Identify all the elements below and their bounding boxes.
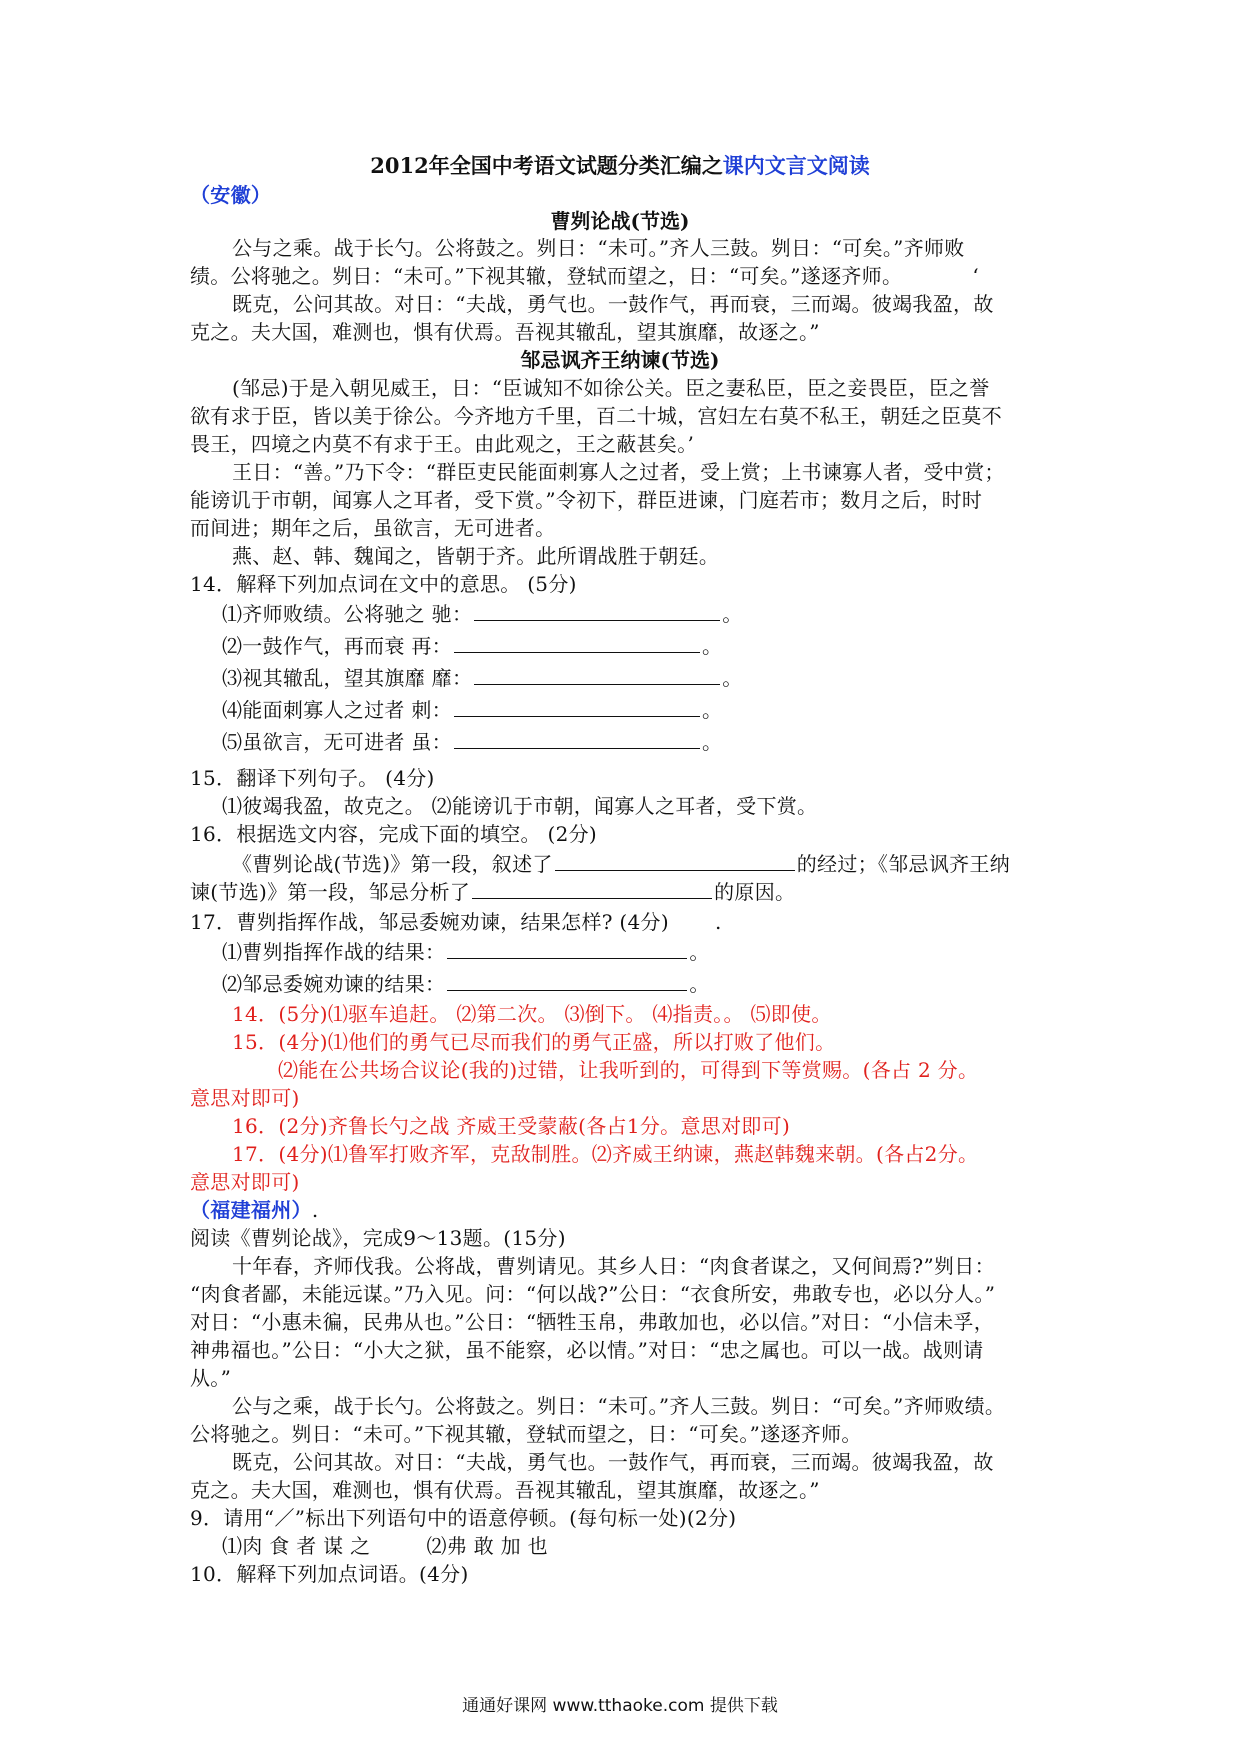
answer-blank bbox=[555, 850, 795, 871]
page-footer: 通通好课网 www.tthaoke.com 提供下载 bbox=[462, 1696, 778, 1716]
anhui-p1-line1: 公与之乘。战于长勺。公将鼓之。刿日：“未可。”齐人三鼓。刿日：“可矣。”齐师败 bbox=[232, 236, 965, 260]
period: 。 bbox=[701, 730, 723, 754]
fujian-p2-line2: 公将驰之。刿日：“未可。”下视其辙，登轼而望之，日：“可矣。”遂逐齐师。 bbox=[190, 1422, 862, 1446]
q14-item-2 bbox=[222, 632, 1092, 660]
q16-line1 bbox=[232, 850, 1102, 878]
q14-item-5-text: ⑸虽欲言，无可进者 虽： bbox=[222, 730, 452, 754]
q14-item-3-text: ⑶视其辙乱，望其旗靡 靡： bbox=[222, 666, 473, 690]
stray-mark: ‘ bbox=[972, 264, 979, 288]
anhui-p3-line3: 畏王，四境之内莫不有求于王。由此观之，王之蔽甚矣。’ bbox=[190, 432, 695, 456]
answer-17-line2: 意思对即可) bbox=[190, 1170, 300, 1194]
q14-item-5 bbox=[222, 728, 1092, 756]
region-fujian bbox=[190, 1196, 1060, 1224]
q14-item-4-text: ⑷能面刺寡人之过者 刺： bbox=[222, 698, 452, 722]
answer-15-line1: 15．(4分)⑴他们的勇气已尽而我们的勇气正盛，所以打败了他们。 bbox=[232, 1030, 836, 1054]
period: 。 bbox=[722, 666, 743, 690]
answer-14: 14．(5分)⑴驱车追赶。 ⑵第二次。 ⑶倒下。 ⑷指责。。 ⑸即使。 bbox=[232, 1002, 832, 1026]
fujian-p1-line5: 从。” bbox=[190, 1366, 232, 1390]
title-highlight: 课内文言文阅读 bbox=[722, 153, 870, 178]
anhui-p4-line3: 而间进；期年之后，虽欲言，无可进者。 bbox=[190, 516, 556, 540]
question-10: 10．解释下列加点词语。(4分) bbox=[190, 1562, 469, 1586]
q14-item-1 bbox=[222, 600, 1092, 628]
anhui-p4-line2: 能谤讥于市朝，闻寡人之耳者，受下赏。”令初下，群臣进谏，门庭若市；数月之后，时时 bbox=[190, 488, 983, 512]
fujian-p1-line2: “肉食者鄙，未能远谋。”乃入见。问：“何以战?”公日：“衣食所安，弗敢专也，必以分人。” bbox=[190, 1282, 996, 1306]
fujian-p2-line1: 公与之乘，战于长勺。公将鼓之。刿日：“未可。”齐人三鼓。刿日：“可矣。”齐师败绩。 bbox=[232, 1394, 1006, 1418]
answer-16: 16．(2分)齐鲁长勺之战 齐威王受蒙蔽(各占1分。意思对即可) bbox=[232, 1114, 791, 1138]
question-14: 14．解释下列加点词在文中的意思。 (5分) bbox=[190, 572, 577, 596]
anhui-p2-line1: 既克，公问其故。对日：“夫战，勇气也。一鼓作气，再而衰，三而竭。彼竭我盈，故 bbox=[232, 292, 994, 316]
q14-item-4 bbox=[222, 696, 1092, 724]
title-main: 2012年全国中考语文试题分类汇编之 bbox=[370, 153, 723, 178]
fujian-p1-line3: 对日：“小惠未徧，民弗从也。”公日：“牺牲玉帛，弗敢加也，必以信。”对日：“小信未孚， bbox=[190, 1310, 995, 1334]
q14-item-1-text: ⑴齐师败绩。公将驰之 驰： bbox=[222, 602, 473, 626]
answer-blank bbox=[474, 664, 720, 685]
region-fujian-text: （福建福州） bbox=[190, 1198, 312, 1222]
period: 。 bbox=[689, 940, 710, 964]
anhui-p3-line2: 欲有求于臣，皆以美于徐公。今齐地方千里，百二十城，宫妇左右莫不私王，朝廷之臣莫不 bbox=[190, 404, 1002, 428]
anhui-p1-line2 bbox=[190, 262, 1060, 290]
question-9: 9．请用“／”标出下列语句中的语意停顿。(每句标一处)(2分) bbox=[190, 1506, 737, 1530]
fujian-p3-line2: 克之。夫大国，难测也，惧有伏焉。吾视其辙乱，望其旗靡，故逐之。” bbox=[190, 1478, 820, 1502]
fujian-p1-line1: 十年春，齐师伐我。公将战，曹刿请见。其乡人日：“肉食者谋之，又何间焉?”刿日： bbox=[232, 1254, 995, 1278]
q16-line2-b: 的原因。 bbox=[714, 880, 796, 904]
anhui-p4-line1: 王日：“善。”乃下令：“群臣吏民能面刺寡人之过者，受上赏；上书谏寡人者，受中赏； bbox=[232, 460, 1005, 484]
period: 。 bbox=[701, 698, 723, 722]
answer-17-line1: 17．(4分)⑴鲁军打败齐军，克敌制胜。⑵齐威王纳谏，燕赵韩魏来朝。(各占2分。 bbox=[232, 1142, 979, 1166]
stray-dot: . bbox=[714, 910, 722, 934]
answer-blank bbox=[447, 970, 687, 991]
question-16: 16．根据选文内容，完成下面的填空。 (2分) bbox=[190, 822, 598, 846]
q9-item-2: ⑵弗 敢 加 也 bbox=[426, 1534, 548, 1558]
q17-item-1 bbox=[222, 938, 1092, 966]
fujian-intro: 阅读《曹刿论战》，完成9～13题。(15分) bbox=[190, 1226, 566, 1250]
q15-items: ⑴彼竭我盈，故克之。 ⑵能谤讥于市朝，闻寡人之耳者，受下赏。 bbox=[222, 794, 818, 818]
period: 。 bbox=[701, 634, 723, 658]
page-title bbox=[0, 151, 1240, 181]
heading-cao-gui: 曹刿论战(节选) bbox=[550, 209, 690, 233]
fujian-p1-line4: 神弗福也。”公日：“小大之狱，虽不能察，必以情。”对日：“忠之属也。可以一战。战则请 bbox=[190, 1338, 984, 1362]
q17-item-2-text: ⑵邹忌委婉劝谏的结果： bbox=[222, 972, 446, 996]
anhui-p5: 燕、赵、韩、魏闻之，皆朝于齐。此所谓战胜于朝廷。 bbox=[232, 544, 720, 568]
q16-line1-b: 的经过；《邹忌讽齐王纳 bbox=[796, 852, 1011, 876]
q17-item-2 bbox=[222, 970, 1092, 998]
answer-blank bbox=[454, 632, 700, 653]
answer-15-line3: 意思对即可) bbox=[190, 1086, 300, 1110]
question-15: 15．翻译下列句子。 (4分) bbox=[190, 766, 435, 790]
answer-blank bbox=[472, 878, 712, 899]
period: 。 bbox=[689, 972, 710, 996]
anhui-p3-line1: (邹忌)于是入朝见威王，日：“臣诚知不如徐公关。臣之妻私臣，臣之妾畏臣，臣之誉 bbox=[232, 376, 990, 400]
q9-items bbox=[222, 1532, 1092, 1560]
region-anhui: （安徽） bbox=[190, 183, 272, 207]
q16-line2-a: 谏(节选)》第一段，邹忌分析了 bbox=[190, 880, 471, 904]
q16-line2 bbox=[190, 878, 1060, 906]
anhui-p2-line2: 克之。夫大国，难测也，惧有伏焉。吾视其辙乱，望其旗靡，故逐之。” bbox=[190, 320, 820, 344]
answer-blank bbox=[454, 696, 700, 717]
region-fujian-suffix: . bbox=[311, 1198, 319, 1222]
answer-blank bbox=[447, 938, 687, 959]
q9-item-1: ⑴肉 食 者 谋 之 bbox=[222, 1534, 371, 1558]
answer-blank bbox=[454, 728, 700, 749]
answer-blank bbox=[474, 600, 720, 621]
heading-zou-ji: 邹忌讽齐王纳谏(节选) bbox=[520, 348, 720, 372]
anhui-p1-line2-text: 绩。公将驰之。刿日：“未可。”下视其辙，登轼而望之，日：“可矣。”遂逐齐师。 bbox=[190, 264, 903, 288]
q14-item-3 bbox=[222, 664, 1092, 692]
question-17-text: 17．曹刿指挥作战，邹忌委婉劝谏，结果怎样? (4分) bbox=[190, 910, 669, 934]
q16-line1-a: 《曹刿论战(节选)》第一段，叙述了 bbox=[232, 852, 553, 876]
question-17 bbox=[190, 908, 1060, 936]
fujian-p3-line1: 既克，公问其故。对日：“夫战，勇气也。一鼓作气，再而衰，三而竭。彼竭我盈，故 bbox=[232, 1450, 994, 1474]
q14-item-2-text: ⑵一鼓作气，再而衰 再： bbox=[222, 634, 452, 658]
answer-15-line2: ⑵能在公共场合议论(我的)过错，让我听到的，可得到下等赏赐。(各占 2 分。 bbox=[278, 1058, 979, 1082]
period: 。 bbox=[722, 602, 743, 626]
q17-item-1-text: ⑴曹刿指挥作战的结果： bbox=[222, 940, 446, 964]
